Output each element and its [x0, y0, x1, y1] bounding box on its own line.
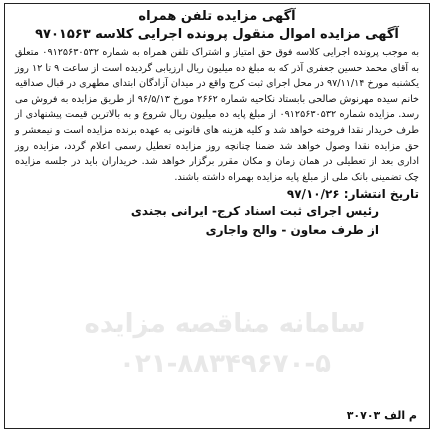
notice-frame [4, 3, 430, 429]
signature-line-1: رئیس اجرای ثبت اسناد کرج- ایرانی بجندی [130, 204, 379, 219]
notice-subtitle: آگهی مزایده اموال منقول پرونده اجرایی کلاسه ۹۷۰۱۵۶۳ [35, 27, 399, 42]
notice-body: به موجب پرونده اجرایی کلاسه فوق حق امتیاز و اشتراک تلفن همراه به شماره ۰۹۱۲۵۶۳۰۵۳۲ متعلق به آقای محمد حسین جعفری آذر که به مبلغ ده میلیون ریال ارزیابی گردیده است از ساعت ۹ تا ۱۲ روز یکشنبه مورخ ۹۷/۱۱/۱۴ در محل اجرای ثبت کرج واقع در میدان آزادگان ابتدای مطهری در قبال صداقیه خانم سیده مهرنوش صالحی بابستاد نکاحیه شماره ۲۶۶۲ مورخ ۹۶/۵/۱۳ از طریق مزایده به فروش می رسد. مزایده شماره ۰۹۱۲۵۶۳۰۵۳۲ از مبلغ پایه ده میلیون ریال شروع و به بالاترین قیمت پیشنهادی از طرف خریدار نقدا فروخته خواهد شد و کلیه هزینه های قانونی به عهده برنده مزایده است و نیمعشر و حق مزایده نقدا وصول خواهد شد ضمنا چنانچه روز مزایده تعطیل رسمی اعلام گردد، مزایده روز اداری بعد از تعطیلی در همان زمان و مکان مقرر برگزار خواهد شد. خریداران باید در جلسه مزایده چک تضمینی بانک ملی از مبلغ پایه مزایده بهمراه داشته باشند. [15, 47, 420, 183]
watermark-line-1: سامانه مناقصه مزایده [84, 309, 366, 339]
notice-content [15, 8, 419, 240]
publish-date: تاریخ انتشار: ۹۷/۱۰/۲۶ [286, 187, 419, 202]
watermark [45, 304, 405, 384]
watermark-line-2: ۰۲۱-۸۸۳۴۹۶۷۰-۵ [118, 349, 331, 379]
notice-title: آگهی مزایده تلفن همراه [138, 9, 296, 24]
signature-line-2: از طرف معاون - والح واجاری [205, 223, 379, 238]
reference-number: م الف ۳۰۷۰۳ [346, 409, 417, 422]
